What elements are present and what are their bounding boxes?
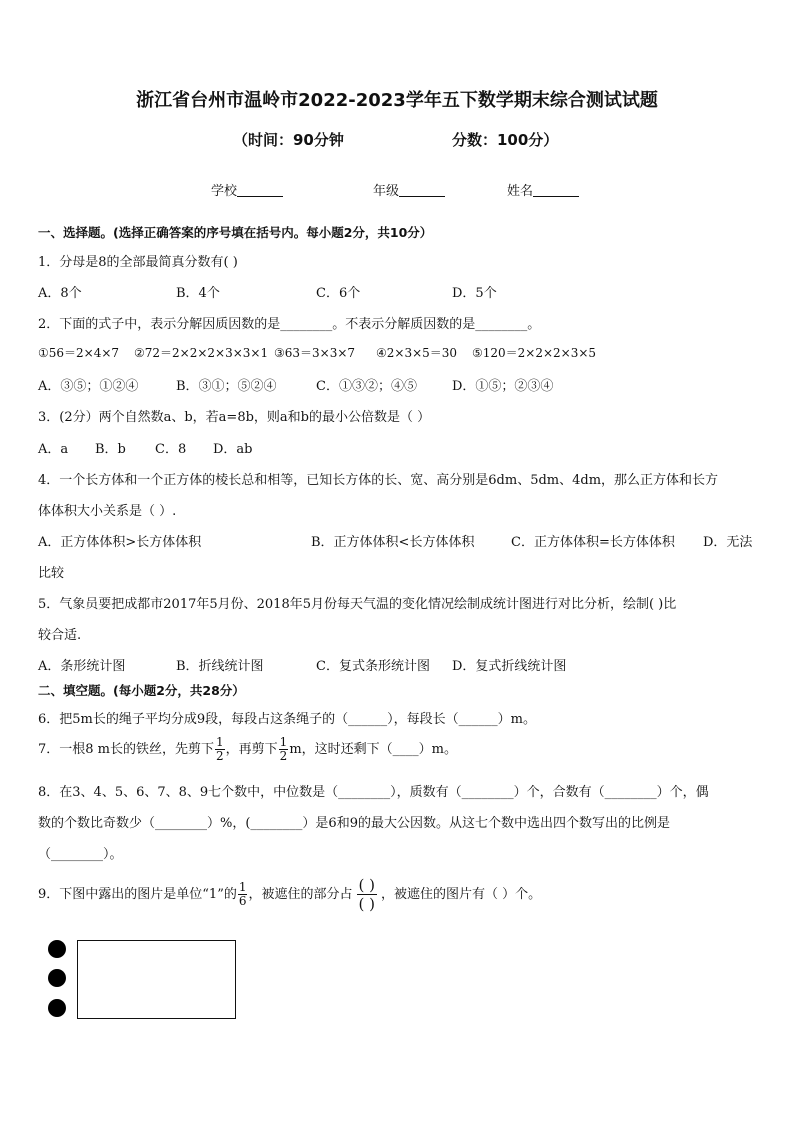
- q2-item-4: ④2×3×5＝30: [376, 346, 458, 360]
- q7-fraction-1: [215, 736, 225, 763]
- q2-item-2: ②72＝2×2×2×3×3×1: [134, 346, 269, 360]
- question-2: 2．下面的式子中，表示分解因质因数的是________。不表示分解质因数的是________。: [38, 317, 541, 332]
- q7-text-b: ，再剪下: [225, 742, 278, 757]
- q5-option-c: C．复式条形统计图: [316, 659, 430, 674]
- q3-option-a: A．a: [38, 442, 69, 457]
- q9-text-b: ，被遮住的部分占: [248, 887, 353, 902]
- name-field: [507, 180, 579, 199]
- grade-blank[interactable]: [399, 184, 445, 197]
- q5-option-d: D．复式折线统计图: [452, 659, 567, 674]
- q2-option-d: D．①⑤；②③④: [452, 379, 554, 394]
- time-limit: （时间：90分钟: [233, 131, 344, 149]
- question-8-line-2: 数的个数比奇数少（________）%，(________）是6和9的最大公因数。从这七个数中选出四个数写出的比例是: [38, 816, 670, 831]
- question-8-line-3: （________）。: [38, 847, 123, 862]
- question-9: [38, 877, 541, 912]
- q2-option-c: C．①③②；④⑤: [316, 379, 417, 394]
- q4-option-d: D．无法: [703, 535, 753, 550]
- black-circle-3: [48, 999, 66, 1017]
- q9-text-a: 9．下图中露出的图片是单位“1”的: [38, 887, 237, 902]
- q9-frac-numerator: 1: [238, 880, 247, 894]
- question-1: 1．分母是8的全部最简真分数有( ): [38, 255, 238, 270]
- q9-blank-numerator: ( ): [358, 876, 375, 894]
- q7-text-c: m，这时还剩下（____）m。: [289, 742, 457, 757]
- q9-text-c: ，被遮住的图片有（ ）个。: [380, 887, 542, 902]
- black-circle-1: [48, 940, 66, 958]
- total-score: 分数：100分）: [452, 131, 559, 149]
- q2-item-5: ⑤120＝2×2×2×3×5: [472, 346, 597, 360]
- question-3: 3．(2分）两个自然数a、b，若a=8b，则a和b的最小公倍数是（ ）: [38, 410, 431, 425]
- question-6: 6．把5m长的绳子平均分成9段，每段占这条绳子的（______），每段长（______）m。: [38, 712, 536, 727]
- question-4-line-3: 比较: [38, 566, 65, 581]
- q7-frac1-denominator: 2: [216, 749, 224, 763]
- question-7: [38, 736, 457, 763]
- school-label: 学校: [211, 184, 238, 199]
- q1-option-b: B．4个: [176, 286, 220, 301]
- q7-text-a: 7．一根8 m长的铁丝，先剪下: [38, 742, 215, 757]
- q1-option-a: A．8个: [38, 286, 82, 301]
- q7-fraction-2: [279, 736, 289, 763]
- q2-option-b: B．③①；⑤②④: [176, 379, 277, 394]
- q3-option-c: C．8: [155, 442, 187, 457]
- q3-option-d: D．ab: [213, 442, 253, 457]
- question-5-line-2: 较合适.: [38, 628, 82, 643]
- covering-rectangle: [77, 940, 236, 1019]
- q5-option-a: A．条形统计图: [38, 659, 126, 674]
- q7-frac2-numerator: 1: [279, 735, 288, 749]
- question-4-line-2: 体体积大小关系是（ ）.: [38, 504, 177, 519]
- q7-frac2-denominator: 2: [279, 749, 288, 763]
- q7-frac1-numerator: 1: [216, 735, 224, 749]
- q9-blank-fraction[interactable]: [357, 877, 377, 912]
- grade-field: [373, 180, 445, 199]
- grade-label: 年级: [373, 184, 400, 199]
- school-blank[interactable]: [237, 184, 283, 197]
- q2-item-1: ①56＝2×4×7: [38, 346, 120, 360]
- q2-option-a: A．③⑤；①②④: [38, 379, 139, 394]
- name-label: 姓名: [507, 184, 534, 199]
- exam-title: 浙江省台州市温岭市2022-2023学年五下数学期末综合测试试题: [136, 90, 658, 111]
- q4-option-c: C．正方体体积=长方体体积: [511, 535, 675, 550]
- q2-item-3: ③63＝3×3×7: [274, 346, 356, 360]
- question-8-line-1: 8．在3、4、5、6、7、8、9七个数中，中位数是（________），质数有（________）个，合数有（________）个，偶: [38, 785, 709, 800]
- q3-option-b: B．b: [95, 442, 126, 457]
- section-2-heading: 二、填空题。(每小题2分，共28分）: [38, 683, 245, 698]
- q4-option-b: B．正方体体积<长方体体积: [311, 535, 475, 550]
- q9-blank-denominator: ( ): [358, 895, 375, 913]
- question-4-line-1: 4．一个长方体和一个正方体的棱长总和相等，已知长方体的长、宽、高分别是6dm、5dm、4dm，那么正方体和长方: [38, 473, 719, 488]
- q9-fraction: [238, 881, 248, 908]
- q9-frac-denominator: 6: [238, 894, 247, 908]
- q4-option-a: A．正方体体积>长方体体积: [38, 535, 202, 550]
- section-1-heading: 一、选择题。(选择正确答案的序号填在括号内。每小题2分，共10分）: [38, 225, 433, 240]
- name-blank[interactable]: [533, 184, 579, 197]
- q1-option-d: D．5个: [452, 286, 497, 301]
- question-5-line-1: 5．气象员要把成都市2017年5月份、2018年5月份每天气温的变化情况绘制成统计图进行对比分析，绘制( )比: [38, 597, 677, 612]
- q5-option-b: B．折线统计图: [176, 659, 264, 674]
- black-circle-2: [48, 969, 66, 987]
- school-field: [211, 180, 283, 199]
- q1-option-c: C．6个: [316, 286, 361, 301]
